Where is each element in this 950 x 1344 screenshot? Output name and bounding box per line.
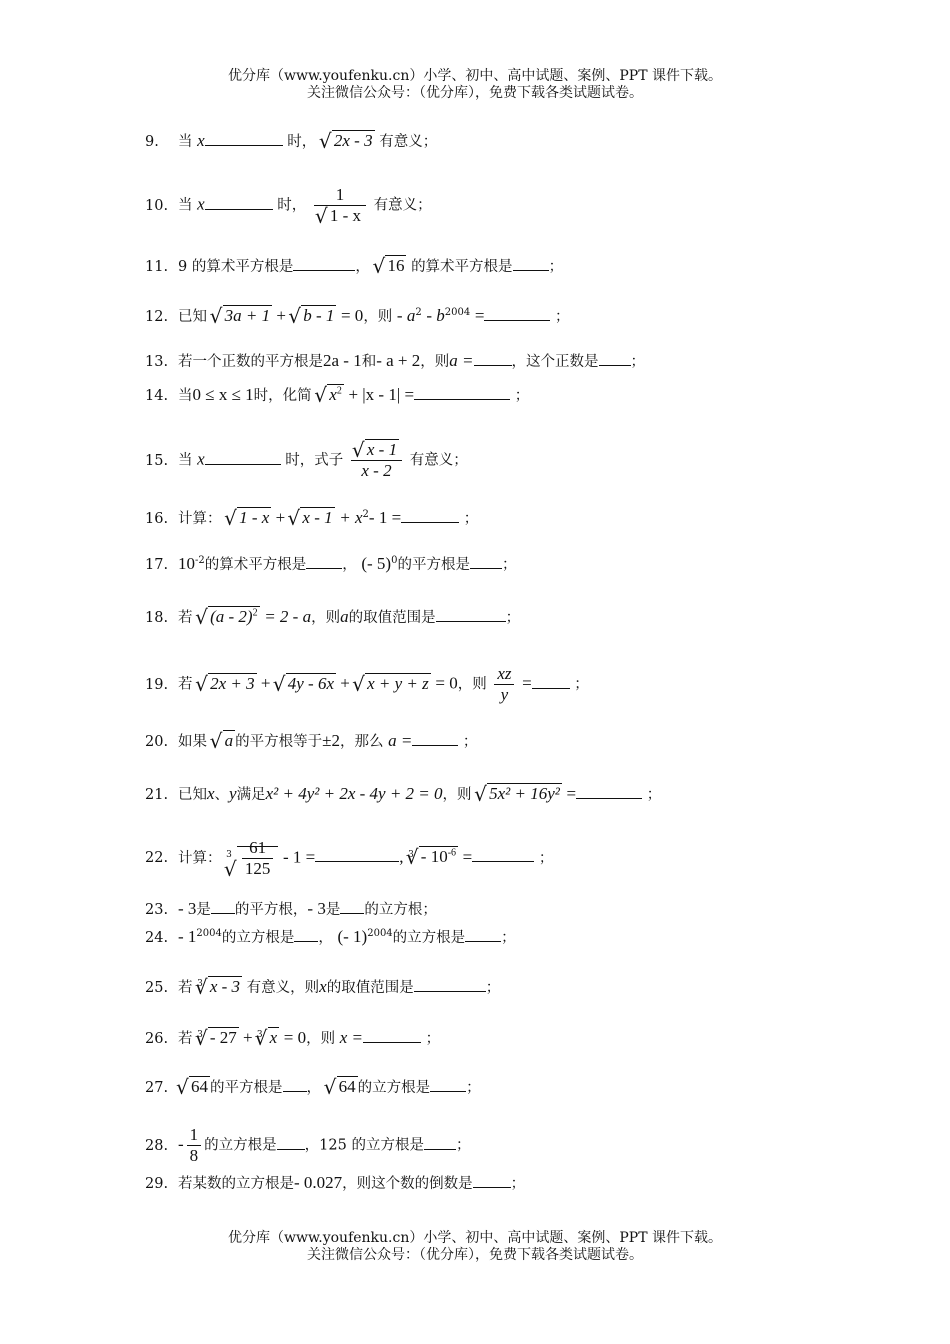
sqrt-expr xyxy=(226,508,271,528)
question-18 xyxy=(145,606,520,627)
exponent: 2004 xyxy=(444,307,471,319)
numerator: x - 1 xyxy=(366,440,398,459)
radicand: 1 - x xyxy=(239,508,270,527)
question-28 xyxy=(145,1125,470,1166)
question-15 xyxy=(145,440,468,481)
cbrt-expr xyxy=(257,1028,280,1048)
answer-blank[interactable] xyxy=(277,1135,305,1150)
math: + x xyxy=(339,508,363,527)
question-number: 11. xyxy=(145,259,169,275)
fraction xyxy=(351,440,402,481)
radicand: 2x + 3 xyxy=(210,673,255,693)
answer-blank[interactable] xyxy=(465,927,501,942)
sqrt-expr xyxy=(321,131,375,151)
math: - b xyxy=(426,306,445,325)
text: 9 的算术平方根是 xyxy=(178,259,294,275)
text: ； xyxy=(646,787,662,803)
sqrt-expr xyxy=(290,306,336,326)
radicand: (a - 2) xyxy=(210,607,253,626)
question-number: 22. xyxy=(145,850,169,867)
sqrt-expr xyxy=(178,1077,210,1097)
text: 若 xyxy=(178,1031,193,1047)
text: 时， xyxy=(287,134,317,150)
text: ； xyxy=(574,676,589,693)
math: x xyxy=(319,977,327,996)
text: ，则 xyxy=(442,787,472,803)
math: a = xyxy=(449,351,474,370)
exponent: 2004 xyxy=(367,928,393,940)
text: 的立方根是 xyxy=(392,930,466,946)
text: 若某数的立方根是 xyxy=(178,1176,294,1192)
answer-blank[interactable] xyxy=(532,674,570,689)
sqrt-expr xyxy=(326,1077,358,1097)
cbrt-expr xyxy=(226,838,279,879)
text: ； xyxy=(538,850,554,867)
var-x: x xyxy=(197,131,205,150)
text: ， xyxy=(318,930,333,946)
radicand: a xyxy=(224,731,234,750)
answer-blank[interactable] xyxy=(599,351,631,366)
answer-blank[interactable] xyxy=(414,385,510,400)
math: (- 5) xyxy=(361,554,392,573)
question-number: 19. xyxy=(145,676,169,693)
question-26: 26. 若 $^3$√ - 27 + $^3$√ x = 0，则 x = ； xyxy=(145,1027,440,1048)
math: - 3 xyxy=(178,899,197,918)
question-27 xyxy=(145,1076,481,1097)
math: = 0 xyxy=(435,673,458,693)
text: 的立方根是 xyxy=(204,1137,277,1154)
numerator: xz xyxy=(494,664,514,685)
text: ，则 xyxy=(457,676,487,693)
text: ，125 的立方根是 xyxy=(304,1137,424,1154)
footer-line-2: 关注微信公众号：（优分库），免费下载各类试题试卷。 xyxy=(307,1247,643,1263)
question-10 xyxy=(145,185,432,226)
radicand: 4y - 6x xyxy=(287,673,334,693)
question-12: 12. 已知 √ 3a + 1 + √ b - 1 = 0，则 - $a^2 - b^{2004}$ = ； xyxy=(145,305,570,326)
text: ，则这个数的倒数是 xyxy=(342,1176,473,1192)
text: ； xyxy=(462,734,478,750)
answer-blank[interactable] xyxy=(576,784,642,799)
math: = xyxy=(474,306,485,325)
answer-blank[interactable] xyxy=(513,256,549,271)
header-line-2: 关注微信公众号：（优分库），免费下载各类试题试卷。 xyxy=(307,85,643,101)
answer-blank[interactable] xyxy=(340,899,364,914)
text: 是 xyxy=(325,902,341,918)
question-number: 17. xyxy=(145,557,169,573)
text: 计算： xyxy=(178,511,222,527)
question-number: 20. xyxy=(145,734,169,750)
text: 时，化简 xyxy=(253,388,312,404)
sqrt-expr xyxy=(374,256,406,276)
radicand: b - 1 xyxy=(303,306,335,325)
text: 是 xyxy=(196,902,211,918)
sqrt-expr xyxy=(354,674,431,694)
text: ； xyxy=(555,309,570,325)
question-number: 12. xyxy=(145,309,169,325)
text: ； xyxy=(425,1031,441,1047)
text: 的立方根； xyxy=(364,902,437,918)
exponent: 2 xyxy=(415,307,422,319)
question-23 xyxy=(145,898,437,919)
cbrt-expr xyxy=(197,977,242,997)
answer-blank[interactable] xyxy=(472,847,534,862)
math: ±2 xyxy=(322,731,340,750)
answer-blank[interactable] xyxy=(414,977,486,992)
answer-blank[interactable] xyxy=(205,450,281,465)
question-24 xyxy=(145,926,516,947)
math: = xyxy=(522,673,532,693)
text: ，则 xyxy=(363,309,393,325)
text: 若 xyxy=(178,676,193,693)
math: - 3 xyxy=(307,899,326,918)
math: a xyxy=(340,607,349,626)
math: y xyxy=(229,784,237,803)
question-11 xyxy=(145,255,563,276)
text: ； xyxy=(501,557,517,573)
answer-blank[interactable] xyxy=(293,256,355,271)
question-number: 29. xyxy=(145,1176,169,1192)
text: ； xyxy=(455,1137,471,1154)
question-19: 19. 若 √ 2x + 3 + √ 4y - 6x + √ x + y + z = 0，则 $\frac{xz}{y}$ = ； xyxy=(145,664,589,705)
radicand: x xyxy=(269,1028,278,1047)
math: = xyxy=(462,847,473,867)
math: - a + 2 xyxy=(376,351,421,370)
question-number: 21. xyxy=(145,787,169,803)
question-number: 24. xyxy=(145,930,169,946)
exponent: 2 xyxy=(362,509,369,521)
sqrt-expr xyxy=(197,674,257,694)
radicand: 3a + 1 xyxy=(224,306,271,325)
math: - xyxy=(178,1134,184,1154)
fraction xyxy=(187,1125,202,1166)
text: ； xyxy=(485,980,501,996)
root-index: 3 xyxy=(197,1030,203,1041)
math: - 1 xyxy=(178,927,197,946)
text: 的平方根是 xyxy=(210,1080,283,1096)
radicand: x + y + z xyxy=(367,673,429,693)
text: ，则 xyxy=(306,1031,336,1047)
denominator: 1 - x xyxy=(329,206,362,225)
text: ； xyxy=(510,1176,526,1192)
text: 的平方根等于 xyxy=(235,734,323,750)
text: ， xyxy=(355,259,370,275)
exponent: 0 xyxy=(391,555,398,567)
text: ，则 xyxy=(311,610,341,626)
text: 的平方根， xyxy=(234,902,308,918)
text: 当 xyxy=(178,388,193,404)
numerator: 1 xyxy=(314,185,366,206)
math: x² + 4y² + 2x - 4y + 2 = 0 xyxy=(265,784,443,803)
fraction xyxy=(242,838,274,879)
text: ，则 xyxy=(420,354,450,370)
sqrt-expr xyxy=(212,731,236,751)
text: ， xyxy=(306,1080,321,1096)
text: 若一个正数的平方根是 xyxy=(178,354,323,370)
answer-blank[interactable] xyxy=(306,554,342,569)
math: , xyxy=(399,847,404,867)
text: ； xyxy=(548,259,564,275)
text: 有意义； xyxy=(409,452,468,469)
answer-blank[interactable] xyxy=(294,927,318,942)
root-index: 3 xyxy=(197,979,203,990)
radicand: 64 xyxy=(191,1077,208,1096)
text: ； xyxy=(466,1080,481,1096)
answer-blank[interactable] xyxy=(205,195,273,210)
text: 的算术平方根是 xyxy=(204,557,307,573)
text: 满足 xyxy=(236,787,266,803)
answer-blank[interactable] xyxy=(474,351,512,366)
var-x: x xyxy=(197,449,205,469)
answer-blank[interactable] xyxy=(484,306,550,321)
question-number: 15. xyxy=(145,452,169,469)
text: 、 xyxy=(214,787,230,803)
math: + |x - 1| = xyxy=(348,385,415,404)
radicand: 16 xyxy=(387,256,405,275)
radicand: x xyxy=(329,385,337,404)
text: 的立方根是 xyxy=(221,930,295,946)
math: = 0 xyxy=(340,306,364,325)
text: 当 xyxy=(178,197,193,214)
text: 的取值范围是 xyxy=(348,610,436,626)
answer-blank[interactable] xyxy=(315,847,399,862)
sqrt-expr xyxy=(212,306,272,326)
denominator: 8 xyxy=(189,1146,199,1165)
text: ，那么 xyxy=(339,734,384,750)
question-22 xyxy=(145,838,553,879)
exponent: -2 xyxy=(195,555,205,567)
math: a = xyxy=(388,731,413,750)
question-number: 25. xyxy=(145,980,169,996)
exponent: 2 xyxy=(336,385,342,397)
sqrt-expr xyxy=(289,508,334,528)
text: 的取值范围是 xyxy=(326,980,414,996)
answer-blank[interactable] xyxy=(283,1077,307,1092)
text: 有意义； xyxy=(373,197,432,214)
root-index: 3 xyxy=(256,1030,263,1041)
answer-blank[interactable] xyxy=(205,131,283,146)
cbrt-expr xyxy=(408,847,458,867)
question-number: 23. xyxy=(145,902,169,918)
question-number: 13. xyxy=(145,354,169,370)
math: = 0 xyxy=(283,1028,307,1047)
math: 2a - 1 xyxy=(323,351,362,370)
question-number: 16. xyxy=(145,511,169,527)
math: = xyxy=(566,784,577,803)
text: ； xyxy=(514,388,530,404)
question-16: 16. 计算： √ 1 - x + √ $x - 1 + x^2-$ 1 = ； xyxy=(145,507,478,528)
text: ； xyxy=(463,511,479,527)
question-9 xyxy=(145,130,437,151)
answer-blank[interactable] xyxy=(473,1173,511,1188)
question-14 xyxy=(145,384,529,405)
math: - 0.027 xyxy=(294,1173,343,1192)
footer-line-1: 优分库（www.youfenku.cn）小学、初中、高中试题、案例、PPT 课件下载。 xyxy=(227,1230,722,1246)
text: ，这个正数是 xyxy=(511,354,599,370)
question-number: 27. xyxy=(145,1080,169,1096)
fraction xyxy=(314,185,366,226)
cbrt-expr xyxy=(197,1028,239,1048)
header-line-1: 优分库（www.youfenku.cn）小学、初中、高中试题、案例、PPT 课件下载。 xyxy=(227,68,722,84)
text: 和 xyxy=(361,354,377,370)
sqrt-expr xyxy=(275,674,336,694)
text: 有意义，则 xyxy=(246,980,320,996)
radicand: - 27 xyxy=(209,1028,237,1047)
text: ， xyxy=(342,557,357,573)
math: = 2 - a xyxy=(264,607,312,626)
radicand: x - 1 xyxy=(302,508,333,527)
numerator: √ 61 xyxy=(242,838,274,859)
denominator: y xyxy=(500,685,509,704)
text: ； xyxy=(630,354,645,370)
sqrt-expr xyxy=(197,607,259,627)
math: 10 xyxy=(178,554,195,573)
math: - 1 = xyxy=(282,847,316,867)
root-index: 3 xyxy=(408,849,414,860)
question-13 xyxy=(145,350,645,371)
math: - a xyxy=(396,306,416,325)
text: 的算术平方根是 xyxy=(411,259,513,275)
answer-blank[interactable] xyxy=(424,1135,456,1150)
var-x: x xyxy=(197,194,205,214)
radicand: x - 3 xyxy=(209,977,241,996)
text: 当 xyxy=(178,134,193,150)
exponent: 2 xyxy=(252,607,258,619)
root-index: 3 xyxy=(226,849,232,860)
page-header xyxy=(0,68,950,102)
question-20 xyxy=(145,730,477,751)
radicand: - 10 xyxy=(420,847,448,867)
numerator: 1 xyxy=(187,1125,202,1146)
sqrt-expr xyxy=(316,385,344,405)
answer-blank[interactable] xyxy=(470,554,502,569)
text: ； xyxy=(501,930,516,946)
text: 若 xyxy=(178,610,193,626)
answer-blank[interactable] xyxy=(211,899,235,914)
answer-blank[interactable] xyxy=(436,607,506,622)
denominator: 125 xyxy=(244,859,271,878)
answer-blank[interactable] xyxy=(412,731,458,746)
question-21 xyxy=(145,783,661,804)
question-number: 28. xyxy=(145,1137,169,1154)
exponent: 2004 xyxy=(196,928,222,940)
math: (- 1) xyxy=(337,927,368,946)
text: 计算： xyxy=(178,850,222,867)
text: 有意义； xyxy=(379,134,438,150)
fraction xyxy=(494,664,514,705)
exponent: -6 xyxy=(447,847,457,859)
text: 时，式子 xyxy=(285,452,344,469)
answer-blank[interactable] xyxy=(401,508,459,523)
radicand: 2x - 3 xyxy=(333,131,373,150)
math: - 1 = xyxy=(368,508,402,527)
question-17 xyxy=(145,553,516,574)
text: 若 xyxy=(178,980,193,996)
page-footer xyxy=(0,1230,950,1264)
question-number: 14. xyxy=(145,388,169,404)
question-number: 18. xyxy=(145,610,169,626)
question-number: 9. xyxy=(145,134,159,150)
text: 的平方根是 xyxy=(397,557,470,573)
radicand: 5x² + 16y² xyxy=(489,784,560,803)
radicand: 64 xyxy=(338,1077,356,1096)
question-25 xyxy=(145,976,500,997)
answer-blank[interactable] xyxy=(363,1028,421,1043)
answer-blank[interactable] xyxy=(430,1077,466,1092)
question-number: 10. xyxy=(145,197,169,214)
math: 0 ≤ x ≤ 1 xyxy=(192,385,254,404)
denominator: x - 2 xyxy=(361,461,392,480)
sqrt-expr xyxy=(476,784,562,804)
text: 的立方根是 xyxy=(357,1080,431,1096)
text: 时， xyxy=(277,197,307,214)
text: ； xyxy=(505,610,521,626)
text: 已知 xyxy=(178,309,207,325)
text: 已知 xyxy=(178,787,207,803)
text: 如果 xyxy=(178,734,207,750)
math: x xyxy=(207,784,215,803)
question-number: 26. xyxy=(145,1031,169,1047)
question-29 xyxy=(145,1172,525,1193)
text: 当 xyxy=(178,452,193,469)
math: x = xyxy=(339,1028,363,1047)
